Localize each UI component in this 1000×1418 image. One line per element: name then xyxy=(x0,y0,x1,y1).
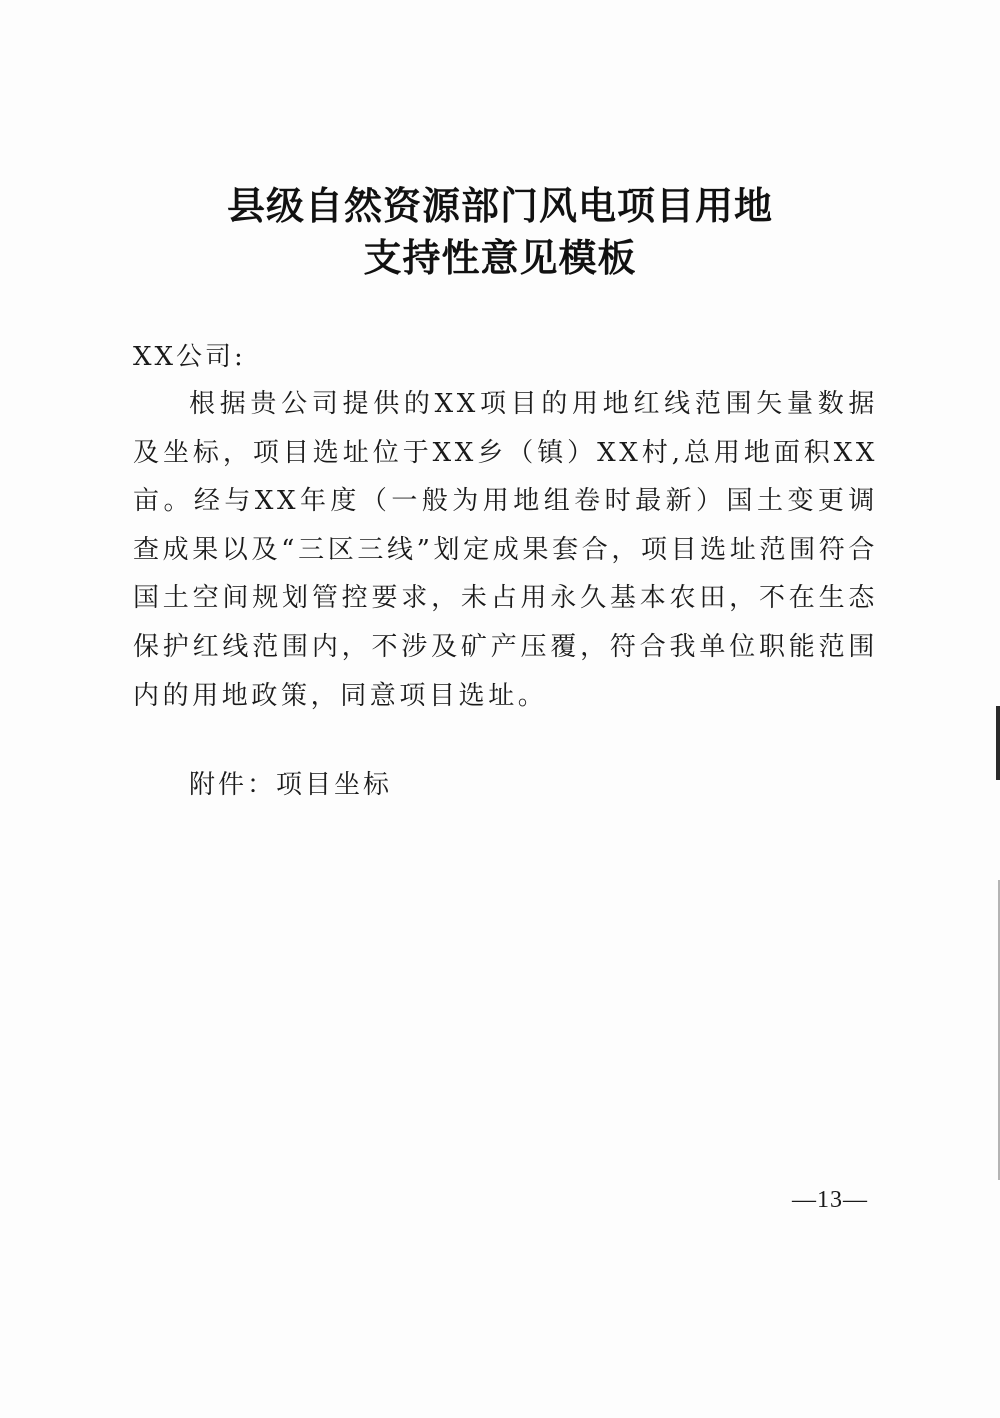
document-title-line2: 支持性意见模板 xyxy=(363,235,637,280)
body-paragraph: 根据贵公司提供的XX项目的用地红线范围矢量数据及坐标，项目选址位于XX乡（镇）XX村,总用地面积XX亩。经与XX年度（一般为用地组卷时最新）国土变更调查成果以及“三区三线”划定成果套合，项目选址范围符合国土空间规划管控要求，未占用永久基本农田，不在生态保护红线范围内，不涉及矿产压覆，符合我单位职能范围内的用地政策，同意项目选址。 xyxy=(133,389,878,711)
scan-edge-mark xyxy=(996,706,1000,780)
salutation: XX公司: xyxy=(133,342,246,372)
document-title-line1: 县级自然资源部门风电项目用地 xyxy=(226,183,773,228)
page-number: —13— xyxy=(792,1187,868,1213)
attachment-note: 附件：项目坐标 xyxy=(189,770,393,800)
